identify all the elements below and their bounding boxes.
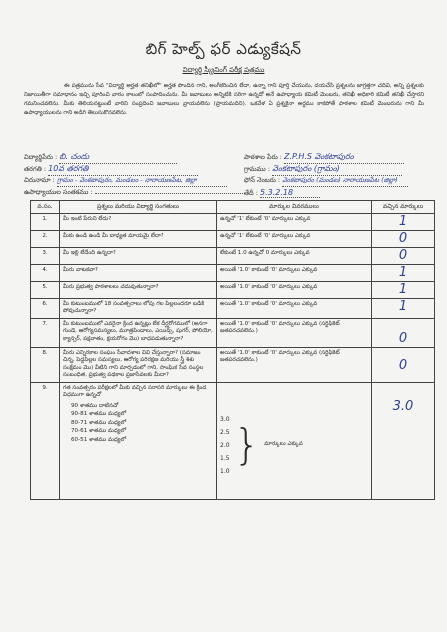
row-details: మార్కులు ఎక్కువ <box>264 441 303 448</box>
table-row <box>31 347 435 382</box>
marks-scale <box>220 413 368 478</box>
range-item: 60-51 శాతము మధ్యలో <box>71 436 127 443</box>
phone-label: ఫోన్ నెంబరు : <box>244 176 281 184</box>
village-value: వెంకటాపురం (గ్రామం) <box>272 164 402 176</box>
row-number: 5. <box>31 281 60 298</box>
row-details: అయితే '1.0' కాకుంటే '0' మార్కులు ఎక్కువ <box>217 298 372 318</box>
row-score: 0 <box>372 347 435 382</box>
class-label: తరగతి : <box>24 165 47 173</box>
row-question: మీరు ప్రభుత్వ పాఠశాలలు చదువుతున్నారా? <box>60 281 217 298</box>
table-row <box>31 230 435 247</box>
date-field <box>244 188 320 199</box>
header-question: ప్రశ్నలు మరియు విద్యార్థి సంగతులు <box>60 201 217 214</box>
row-score: 0 <box>372 247 435 264</box>
scale-value: 3.0 <box>220 415 230 423</box>
brace-icon: } <box>233 420 261 469</box>
row-score: 1 <box>372 264 435 281</box>
class-value: 10వ తరగతి <box>48 164 198 176</box>
row-question: మీకు ఉండి ఉండి మీ బాధ్యత మాయమై లేదా? <box>60 230 217 247</box>
row-details: అయితే '1.0' కాకుంటే '0' మార్కులు ఎక్కువ (సర్టిఫికెట్ జతపరచవలెను.) <box>217 347 372 382</box>
teacher-signature-label: ఉపాధ్యాయుల సంతకము : <box>24 188 93 196</box>
student-name-label: విద్యార్థిపేరు : <box>24 153 58 161</box>
scale-value: 2.5 <box>220 428 230 436</box>
address-label: చిరునామా : <box>24 176 55 184</box>
range-item: 90 శాతము దాటినచో <box>71 402 119 409</box>
table-row <box>31 318 435 347</box>
range-item: 80-71 శాతము మధ్యలో <box>71 419 127 426</box>
row-number: 2. <box>31 230 60 247</box>
form-title: బిగ్ హెల్ప్ ఫర్ ఎడ్యుకేషన్ <box>145 40 302 58</box>
teacher-signature-line <box>95 193 245 194</box>
table-header-row <box>31 201 435 214</box>
class-field <box>24 164 198 176</box>
row-score: 1 <box>372 281 435 298</box>
address-field <box>24 176 227 187</box>
table-row <box>31 281 435 298</box>
school-name-value: Z.P.H.S వెంకటాపురం <box>284 152 404 164</box>
table-row <box>31 298 435 318</box>
range-list <box>63 402 213 445</box>
range-item: 70-61 శాతము మధ్యలో <box>71 428 127 434</box>
school-name-field <box>244 152 404 164</box>
row-details: అయితే '1.0' కాకుంటే '0' మార్కులు ఎక్కువ <box>217 281 372 298</box>
student-name-field <box>24 152 177 164</box>
village-field <box>244 164 402 176</box>
row-score: 1 <box>372 213 435 230</box>
row-question: మీ ఇల్లి లేదేంది ఉన్నదా? <box>60 247 217 264</box>
table-row <box>31 382 435 499</box>
row-number: 8. <box>31 347 60 382</box>
scale-values <box>220 413 230 478</box>
row-question-cell <box>60 382 217 499</box>
intro-paragraph: ఈ పత్రమును సేవ "విద్యార్థి అర్హత తనిఖీలో" అర్హత పొందిన గాని, అంగీకరించిన లేదా, ఉన్నా గాని పూర్తి చేయును, దయచేసి ప్రశ్నలను జాగ్రత్తగా చదివి, అన్ని ప్రశ్నలకు నిజాయితీగా సమాధానం ఇచ్చి పూరించి వారం కాలంలో సంపాదించును. మీ జవాబులు అన్నిటికి సరిగా ఉన్నదో అనే ఉపాధ్యాయ కమిటీ మెంబరు, తనిఖీ అధికారి కమిటీ తనిఖీ చేస్తారని గమనించవలెను. మీకు తెలియనట్టుంటే వారిని సంప్రదించి జవాబులు వ్రాయవలెను (ప్రాయమదిని). ఒకవేళ ఏ ప్రశ్నకైనా అర్థము కాకపోతే పాఠశాల కమిటీ మెంబరును గాని మీ ఉపాధ్యాయులను గాని అడిగి తెలుసుకొనవలెను. <box>24 83 424 116</box>
row-question: గత సంవత్సరం పరీక్షలలో మీకు వచ్చిన సరాసరి మార్కులు ఈ క్రింద విధముగా ఉన్నచో <box>63 384 207 398</box>
student-name-value: బి. చందు <box>59 152 177 164</box>
marks-table <box>30 200 435 500</box>
teacher-signature-field <box>24 188 245 198</box>
row-details: అయితే '1.0' కాకుంటే '0' మార్కులు ఎక్కువ (సర్టిఫికెట్ జతపరచవలెను.) <box>217 318 372 347</box>
range-item: 90-81 శాతము మధ్యలో <box>71 411 127 417</box>
header-marks: వచ్చిన మార్కులు <box>372 201 435 214</box>
table-row <box>31 247 435 264</box>
village-label: గ్రామము : <box>244 165 271 173</box>
date-value: 5.3.2.18 <box>260 188 320 198</box>
row-question: మీ కుటుంబములో 18 సంవత్సరాలు లోపు గల పిల్లలందరూ బడికి పోవుచున్నారా? <box>60 298 217 318</box>
row-score: 0 <box>372 318 435 347</box>
row-number: 1. <box>31 213 60 230</box>
table-row <box>31 264 435 281</box>
row-number: 3. <box>31 247 60 264</box>
form-subtitle: విద్యార్థి స్క్రీనింగ్ పరీక్ష పత్రము <box>182 66 265 74</box>
row-details: ఉన్నచో '1' లేకుంటే '0' మార్కులు ఎక్కువ <box>217 213 372 230</box>
row-number: 6. <box>31 298 60 318</box>
row-question: మీ ఇంటి పేరుని లేదు? <box>60 213 217 230</box>
row-score: 0 <box>372 230 435 247</box>
address-value: గ్రామం - వెంకటాపురం, మండలం - నారాయణపేట, జిల్లా <box>57 176 227 187</box>
phone-value: వెంకటాపురం (మండల) నారాయణపేట (జిల్లా) <box>282 176 408 187</box>
scale-value: 2.0 <box>220 441 230 449</box>
row-question: మీరు వాటకవా? <box>60 264 217 281</box>
row-number: 4. <box>31 264 60 281</box>
table-row <box>31 213 435 230</box>
school-name-label: పాఠశాల పేరు : <box>244 153 282 161</box>
phone-field <box>244 176 408 187</box>
row-question: మీ కుటుంబములో ఎవరైనా క్రింద ఉన్నట్లు లేక దీర్ఘరోగములో (అనగా గుండె, ఆరోగ్యసమస్యలు, మూత్రపిండాలు, ఎయిడ్స్, షుగర్, పోలియో, క్యాన్సర్, పక్షవాతం, క్షయరోగం మొ) బాధపడుతున్నారా? <box>60 318 217 347</box>
row-details: ఉన్నచో '1' లేకుంటే '0' మార్కులు ఎక్కువ <box>217 230 372 247</box>
header-details: మార్కుల వివరములు <box>217 201 372 214</box>
row-number: 9. <box>31 382 60 499</box>
row-number: 7. <box>31 318 60 347</box>
row-details: అయితే '1.0' కాకుంటే '0' మార్కులు ఎక్కువ <box>217 264 372 281</box>
scale-value: 1.0 <box>220 467 230 475</box>
scale-value: 1.5 <box>220 454 230 462</box>
date-label: తేదీ : <box>244 189 258 197</box>
row-question: మీరు ఎన్నిరకాల సంఘం సేవాదళాల వివి చేస్తున్నారా? (సమాజం చిన్న, పెద్దపిల్లల సమస్యలు, ఆరోగ్య పరిరక్షణ మరియు స్త్రీ శిశు సంక్షేమం మొ) వీటిని గాని మార్చడంలో గాని, సాంఘిక సేవ సంస్థల సంబంధిత, ప్రభుత్వ పథకాల ప్రజాసేవలకు మీదా? <box>60 347 217 382</box>
row-details-cell <box>217 382 372 499</box>
row-score: 3.0 <box>372 382 435 499</box>
header-serial: వ.సం. <box>31 201 60 214</box>
row-details: లేకుంటే 1.0 ఉన్నచో 0 మార్కులు ఎక్కువ <box>217 247 372 264</box>
row-score: 1 <box>372 298 435 318</box>
